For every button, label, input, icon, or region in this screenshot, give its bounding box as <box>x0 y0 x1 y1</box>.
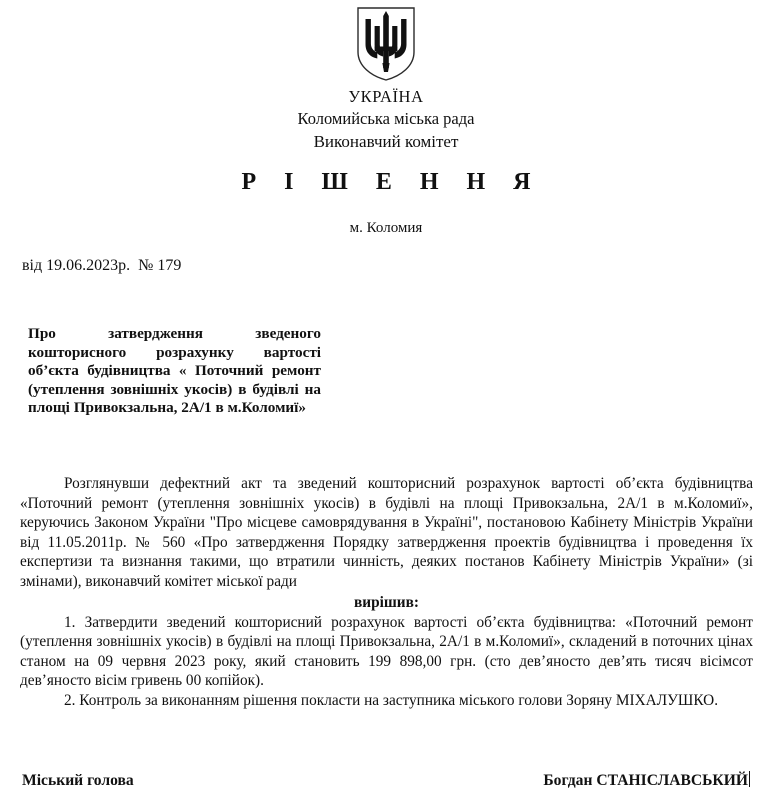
text-caret <box>749 771 750 787</box>
signatory-name-wrap <box>543 771 750 791</box>
signatory-name: Богдан СТАНІСЛАВСЬКИЙ <box>543 772 748 789</box>
signatory-position: Міський голова <box>22 772 134 789</box>
letterhead <box>0 86 772 153</box>
page-title: Р І Ш Е Н Н Я <box>241 169 542 195</box>
council-name: Коломийська міська рада <box>297 109 475 128</box>
resolution-item-1: 1. Затвердити зведений кошторисний розрахунок вартості об’єкта будівництва: «Поточний ремонт (утеплення зовнішніх укосів) в будівлі на площі Привокзальна, 2А/1 в м.Коломиї», складений в поточних цінах станом на 09 червня 2023 року, який становить 199 898,00 грн. (сто дев’яносто дев’ять тисяч вісімсот дев’яносто вісім гривень 00 копійок). <box>20 613 753 690</box>
date-and-number: від 19.06.2023р. № 179 <box>22 257 182 274</box>
signature-block <box>22 771 750 791</box>
document-body <box>20 474 753 711</box>
emblem-container <box>0 6 772 87</box>
decided-label: вирішив: <box>354 593 419 611</box>
resolution-item-2: 2. Контроль за виконанням рішення покласти на заступника міського голови Зоряну МІХАЛУШКО. <box>64 691 719 709</box>
country-name: УКРАЇНА <box>348 87 424 106</box>
ukraine-trident-emblem-icon <box>355 6 417 82</box>
document-subject: Про затвердження зведеного кошторисного розрахунку вартості об’єкта будівництва « Поточний ремонт (утеплення зовнішніх укосів) в будівлі на площі Привокзальна, 2А/1 в м.Коломиї» <box>28 325 321 417</box>
preamble-paragraph: Розглянувши дефектний акт та зведений кошторисний розрахунок вартості об’єкта будівництва «Поточний ремонт (утеплення зовнішніх укосів) в будівлі на площі Привокзальна, 2А/1 в м.Коломиї», керуючись Законом України "Про місцеве самоврядування в Україні", постановою Кабінету Міністрів України від 11.05.2011р. № 560 «Про затвердження Порядку затвердження проектів будівництва і проведення їх експертизи та визнання такими, що втратили чинність, деяких постанов Кабінету Міністрів України» (зі змінами), виконавчий комітет міської ради <box>20 475 753 590</box>
city-label: м. Коломия <box>349 220 423 236</box>
committee-name: Виконавчий комітет <box>313 132 459 151</box>
